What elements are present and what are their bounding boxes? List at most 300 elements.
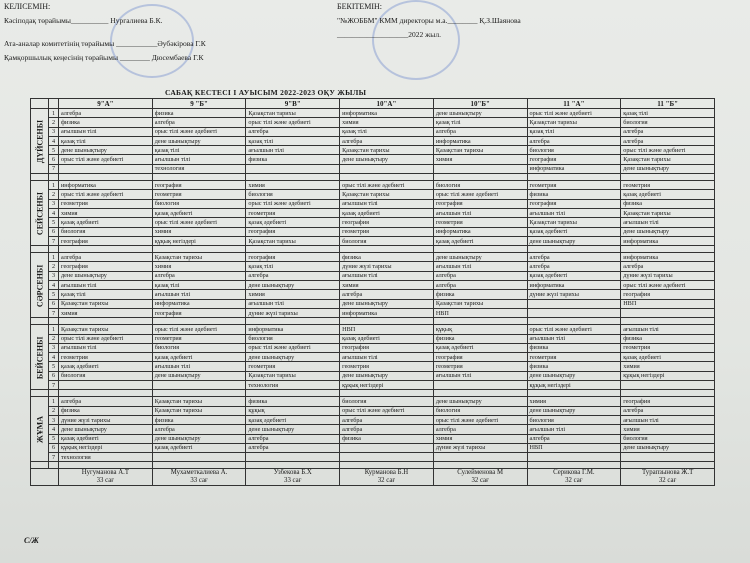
table-row bbox=[31, 362, 715, 371]
subject-cell: геометрия bbox=[152, 334, 246, 343]
separator-cell bbox=[31, 174, 49, 181]
lesson-number: 3 bbox=[49, 415, 59, 424]
subject-cell: информатика bbox=[621, 236, 715, 245]
subject-cell: алгебра bbox=[527, 136, 621, 145]
column-header-row bbox=[31, 99, 715, 109]
subject-cell: география bbox=[246, 227, 340, 236]
subject-cell: дүние жүзі тарихы bbox=[59, 415, 153, 424]
subject-cell: география bbox=[59, 236, 153, 245]
subject-cell: география bbox=[527, 199, 621, 208]
table-row bbox=[31, 381, 715, 390]
separator-cell bbox=[621, 390, 715, 397]
subject-cell: дене шынықтыру bbox=[246, 425, 340, 434]
subject-cell: орыс тілі және әдебиеті bbox=[152, 127, 246, 136]
approval-right-line-1: "№ЖОББМ" КММ директоры м.а.________ Қ.З.Шаянова bbox=[337, 16, 521, 25]
subject-cell: биология bbox=[59, 371, 153, 380]
subject-cell: ағылшын тілі bbox=[621, 415, 715, 424]
subject-cell: дене шынықтыру bbox=[527, 406, 621, 415]
separator-cell bbox=[246, 462, 340, 469]
subject-cell: информатика bbox=[152, 299, 246, 308]
subject-cell: биология bbox=[621, 118, 715, 127]
lesson-number: 7 bbox=[49, 236, 59, 245]
subject-cell: қазақ әдебиеті bbox=[340, 334, 434, 343]
separator-cell bbox=[621, 462, 715, 469]
subject-cell: құқық bbox=[433, 325, 527, 334]
table-row bbox=[31, 236, 715, 245]
subject-cell: география bbox=[527, 155, 621, 164]
day-label: ДҮЙСЕНБІ bbox=[31, 109, 49, 174]
subject-cell: дене шынықтыру bbox=[340, 371, 434, 380]
lesson-number: 1 bbox=[49, 109, 59, 118]
subject-cell: орыс тілі және әдебиеті bbox=[433, 415, 527, 424]
subject-cell: алгебра bbox=[246, 127, 340, 136]
lesson-number: 6 bbox=[49, 155, 59, 164]
subject-cell: дүние жүзі тарихы bbox=[621, 271, 715, 280]
subject-cell: химия bbox=[152, 227, 246, 236]
subject-cell: химия bbox=[59, 208, 153, 217]
subject-cell bbox=[621, 308, 715, 317]
subject-cell: физика bbox=[621, 334, 715, 343]
subject-cell bbox=[340, 453, 434, 462]
subject-cell: биология bbox=[340, 236, 434, 245]
separator-cell bbox=[433, 174, 527, 181]
subject-cell bbox=[527, 453, 621, 462]
subject-cell: қазақ әдебиеті bbox=[527, 271, 621, 280]
table-row bbox=[31, 415, 715, 424]
approval-left-line-2: Ата-аналар комитетінің төрайымы ___________Әубәкірова Г.К bbox=[4, 39, 206, 48]
subject-cell: Қазақстан тарихы bbox=[152, 253, 246, 262]
subject-cell bbox=[152, 453, 246, 462]
subject-cell: қазақ тілі bbox=[433, 118, 527, 127]
class-teacher-cell: Нугуманова А.Т 33 сағ bbox=[59, 469, 153, 486]
table-row bbox=[31, 353, 715, 362]
subject-cell: қазақ тілі bbox=[621, 109, 715, 118]
subject-cell: биология bbox=[527, 415, 621, 424]
lesson-number: 3 bbox=[49, 127, 59, 136]
table-row bbox=[31, 453, 715, 462]
schedule-title: САБАҚ КЕСТЕСІ I АУЫСЫМ 2022-2023 ОҚУ ЖЫЛЫ bbox=[165, 88, 367, 97]
subject-cell: дене шынықтыру bbox=[433, 109, 527, 118]
subject-cell: қазақ тілі bbox=[246, 136, 340, 145]
subject-cell: алгебра bbox=[621, 136, 715, 145]
lesson-number: 2 bbox=[49, 334, 59, 343]
subject-cell: алгебра bbox=[59, 397, 153, 406]
table-row bbox=[31, 308, 715, 317]
class-column-header: 10"Б" bbox=[433, 99, 527, 109]
subject-cell: физика bbox=[246, 155, 340, 164]
subject-cell: физика bbox=[527, 190, 621, 199]
separator-cell bbox=[152, 246, 246, 253]
class-column-header: 10"А" bbox=[340, 99, 434, 109]
subject-cell: ағылшын тілі bbox=[340, 353, 434, 362]
subject-cell: геометрия bbox=[340, 362, 434, 371]
separator-cell bbox=[246, 174, 340, 181]
subject-cell: физика bbox=[433, 290, 527, 299]
subject-cell: НВП bbox=[340, 325, 434, 334]
separator-cell bbox=[49, 318, 59, 325]
subject-cell: алгебра bbox=[433, 281, 527, 290]
lesson-number: 4 bbox=[49, 425, 59, 434]
subject-cell: геометрия bbox=[340, 227, 434, 236]
subject-cell: орыс тілі және әдебиеті bbox=[59, 334, 153, 343]
separator-cell bbox=[152, 462, 246, 469]
separator-cell bbox=[527, 318, 621, 325]
subject-cell: орыс тілі және әдебиеті bbox=[59, 190, 153, 199]
subject-cell: қазақ әдебиеті bbox=[246, 415, 340, 424]
subject-cell: дене шынықтыру bbox=[621, 227, 715, 236]
subject-cell: география bbox=[59, 262, 153, 271]
separator-cell bbox=[49, 462, 59, 469]
lesson-number: 4 bbox=[49, 136, 59, 145]
subject-cell: геометрия bbox=[621, 181, 715, 190]
subject-cell: құқық негіздері bbox=[152, 236, 246, 245]
lesson-number: 4 bbox=[49, 281, 59, 290]
table-row bbox=[31, 253, 715, 262]
subject-cell: химия bbox=[433, 155, 527, 164]
separator-cell bbox=[527, 246, 621, 253]
lesson-number: 5 bbox=[49, 218, 59, 227]
subject-cell: биология bbox=[527, 146, 621, 155]
lesson-number: 2 bbox=[49, 262, 59, 271]
subject-cell: Қазақстан тарихы bbox=[340, 190, 434, 199]
subject-cell: құқық негіздері bbox=[527, 381, 621, 390]
subject-cell: алгебра bbox=[246, 271, 340, 280]
lesson-number: 1 bbox=[49, 325, 59, 334]
separator-cell bbox=[246, 390, 340, 397]
subject-cell: физика bbox=[59, 118, 153, 127]
approval-left-line-3: Қамқоршылық кеңесінің төрайымы ________ Дюсембаева Г.К bbox=[4, 53, 204, 62]
footer-label: С/Ж bbox=[24, 536, 39, 545]
table-row bbox=[31, 434, 715, 443]
table-row bbox=[31, 136, 715, 145]
subject-cell: химия bbox=[340, 281, 434, 290]
subject-cell: информатика bbox=[59, 181, 153, 190]
separator-cell bbox=[340, 318, 434, 325]
table-row bbox=[31, 127, 715, 136]
day-separator-row bbox=[31, 318, 715, 325]
subject-cell: география bbox=[433, 199, 527, 208]
subject-cell bbox=[59, 381, 153, 390]
separator-cell bbox=[59, 318, 153, 325]
subject-cell: қазақ әдебиеті bbox=[152, 208, 246, 217]
class-teacher-cell: Мухаметкалиева А. 33 сағ bbox=[152, 469, 246, 486]
subject-cell: технология bbox=[246, 381, 340, 390]
subject-cell: физика bbox=[152, 109, 246, 118]
subject-cell: Қазақстан тарихы bbox=[340, 146, 434, 155]
subject-cell: ағылшын тілі bbox=[527, 334, 621, 343]
subject-cell: химия bbox=[59, 308, 153, 317]
subject-cell: орыс тілі және әдебиеті bbox=[59, 155, 153, 164]
subject-cell: алгебра bbox=[152, 271, 246, 280]
subject-cell: химия bbox=[527, 397, 621, 406]
separator-cell bbox=[246, 246, 340, 253]
subject-cell: география bbox=[340, 343, 434, 352]
subject-cell: алгебра bbox=[152, 425, 246, 434]
separator-cell bbox=[340, 246, 434, 253]
subject-cell: геометрия bbox=[527, 181, 621, 190]
subject-cell: физика bbox=[152, 415, 246, 424]
subject-cell: алгебра bbox=[340, 136, 434, 145]
subject-cell: қазақ әдебиеті bbox=[59, 434, 153, 443]
subject-cell: физика bbox=[621, 199, 715, 208]
subject-cell: ағылшын тілі bbox=[340, 271, 434, 280]
lesson-number: 3 bbox=[49, 343, 59, 352]
subject-cell: ағылшын тілі bbox=[152, 362, 246, 371]
subject-cell: құқық негіздері bbox=[59, 443, 153, 452]
subject-cell: химия bbox=[152, 262, 246, 271]
subject-cell: алгебра bbox=[433, 271, 527, 280]
table-row bbox=[31, 155, 715, 164]
subject-cell bbox=[433, 381, 527, 390]
subject-cell: ағылшын тілі bbox=[527, 208, 621, 217]
subject-cell: ағылшын тілі bbox=[621, 218, 715, 227]
subject-cell: алгебра bbox=[340, 290, 434, 299]
subject-cell: алгебра bbox=[621, 262, 715, 271]
subject-cell: геометрия bbox=[621, 343, 715, 352]
table-row bbox=[31, 118, 715, 127]
subject-cell: информатика bbox=[340, 308, 434, 317]
subject-cell: қазақ әдебиеті bbox=[59, 362, 153, 371]
separator-cell bbox=[433, 318, 527, 325]
subject-cell: ағылшын тілі bbox=[433, 371, 527, 380]
day-separator-row bbox=[31, 246, 715, 253]
subject-cell: ағылшын тілі bbox=[246, 299, 340, 308]
subject-cell: орыс тілі және әдебиеті bbox=[246, 118, 340, 127]
subject-cell: геометрия bbox=[433, 362, 527, 371]
lesson-number: 1 bbox=[49, 397, 59, 406]
subject-cell: география bbox=[621, 290, 715, 299]
subject-cell: дүние жүзі тарихы bbox=[527, 290, 621, 299]
subject-cell: физика bbox=[59, 406, 153, 415]
subject-cell: ағылшын тілі bbox=[433, 262, 527, 271]
separator-cell bbox=[59, 390, 153, 397]
table-row bbox=[31, 397, 715, 406]
separator-cell bbox=[621, 174, 715, 181]
class-column-header: 9"В" bbox=[246, 99, 340, 109]
day-label: СӘРСЕНБІ bbox=[31, 253, 49, 318]
subject-cell: алгебра bbox=[433, 127, 527, 136]
subject-cell: орыс тілі және әдебиеті bbox=[340, 406, 434, 415]
subject-cell: алгебра bbox=[246, 434, 340, 443]
subject-cell: орыс тілі және әдебиеті bbox=[152, 218, 246, 227]
lesson-number: 7 bbox=[49, 381, 59, 390]
lesson-number: 3 bbox=[49, 271, 59, 280]
separator-cell bbox=[31, 462, 49, 469]
subject-cell: биология bbox=[621, 434, 715, 443]
table-row bbox=[31, 218, 715, 227]
subject-cell: дене шынықтыру bbox=[59, 146, 153, 155]
subject-cell: биология bbox=[246, 190, 340, 199]
subject-cell: дене шынықтыру bbox=[246, 281, 340, 290]
lesson-number: 3 bbox=[49, 199, 59, 208]
subject-cell: физика bbox=[340, 434, 434, 443]
approval-right-line-2: ___________________2022 жыл. bbox=[337, 30, 441, 39]
subject-cell: биология bbox=[246, 334, 340, 343]
subject-cell: құқық негіздері bbox=[340, 381, 434, 390]
class-column-header: 9"А" bbox=[59, 99, 153, 109]
subject-cell: дене шынықтыру bbox=[621, 164, 715, 173]
table-row bbox=[31, 190, 715, 199]
subject-cell: технология bbox=[59, 453, 153, 462]
table-row bbox=[31, 299, 715, 308]
subject-cell: информатика bbox=[527, 164, 621, 173]
subject-cell: геометрия bbox=[152, 190, 246, 199]
table-row bbox=[31, 146, 715, 155]
subject-cell: Қазақстан тарихы bbox=[433, 146, 527, 155]
subject-cell: дене шынықтыру bbox=[59, 271, 153, 280]
subject-cell: орыс тілі және әдебиеті bbox=[621, 281, 715, 290]
subject-cell: қазақ әдебиеті bbox=[621, 353, 715, 362]
subject-cell: орыс тілі және әдебиеті bbox=[433, 190, 527, 199]
table-row bbox=[31, 181, 715, 190]
approval-left-line-1: Кәсіподақ төрайымы__________ Нургалиева Б.К. bbox=[4, 16, 163, 25]
separator-cell bbox=[49, 246, 59, 253]
subject-cell: орыс тілі және әдебиеті bbox=[621, 146, 715, 155]
separator-cell bbox=[152, 390, 246, 397]
table-row bbox=[31, 443, 715, 452]
table-row bbox=[31, 343, 715, 352]
subject-cell: ағылшын тілі bbox=[152, 290, 246, 299]
separator-cell bbox=[31, 318, 49, 325]
subject-cell: дүние жүзі тарихы bbox=[433, 443, 527, 452]
subject-cell: информатика bbox=[340, 109, 434, 118]
subject-cell: қазақ тілі bbox=[59, 290, 153, 299]
subject-cell bbox=[527, 308, 621, 317]
class-column-header: 11 "Б" bbox=[621, 99, 715, 109]
lesson-number: 4 bbox=[49, 353, 59, 362]
subject-cell: орыс тілі және әдебиеті bbox=[246, 343, 340, 352]
separator-cell bbox=[340, 462, 434, 469]
subject-cell: дене шынықтыру bbox=[621, 443, 715, 452]
subject-cell bbox=[59, 164, 153, 173]
subject-cell: қазақ тілі bbox=[246, 262, 340, 271]
subject-cell: құқық bbox=[246, 406, 340, 415]
subject-cell: биология bbox=[152, 343, 246, 352]
subject-cell: Қазақстан тарихы bbox=[246, 371, 340, 380]
subject-cell: қазақ тілі bbox=[59, 136, 153, 145]
lesson-number: 6 bbox=[49, 371, 59, 380]
table-row bbox=[31, 227, 715, 236]
separator-cell bbox=[340, 174, 434, 181]
subject-cell: орыс тілі және әдебиеті bbox=[527, 325, 621, 334]
lesson-number: 5 bbox=[49, 290, 59, 299]
subject-cell: қазақ тілі bbox=[152, 281, 246, 290]
subject-cell: география bbox=[152, 308, 246, 317]
separator-cell bbox=[621, 246, 715, 253]
separator-cell bbox=[59, 174, 153, 181]
lesson-number: 4 bbox=[49, 208, 59, 217]
lesson-number: 5 bbox=[49, 362, 59, 371]
day-separator-row bbox=[31, 462, 715, 469]
subject-cell: химия bbox=[246, 290, 340, 299]
separator-cell bbox=[621, 318, 715, 325]
subject-cell: дене шынықтыру bbox=[152, 371, 246, 380]
subject-cell: химия bbox=[621, 425, 715, 434]
subject-cell: орыс тілі және әдебиеті bbox=[152, 325, 246, 334]
separator-cell bbox=[31, 246, 49, 253]
subject-cell: химия bbox=[340, 118, 434, 127]
subject-cell: география bbox=[152, 181, 246, 190]
class-teacher-cell: Серикова Г.М. 32 сағ bbox=[527, 469, 621, 486]
subject-cell: физика bbox=[527, 362, 621, 371]
subject-cell: физика bbox=[246, 397, 340, 406]
subject-cell: химия bbox=[246, 181, 340, 190]
lesson-number: 7 bbox=[49, 164, 59, 173]
subject-cell: биология bbox=[59, 227, 153, 236]
table-row bbox=[31, 334, 715, 343]
subject-cell: НВП bbox=[527, 443, 621, 452]
lesson-number: 1 bbox=[49, 181, 59, 190]
lesson-number: 2 bbox=[49, 406, 59, 415]
class-teacher-cell: Сулейменова М 32 сағ bbox=[433, 469, 527, 486]
separator-cell bbox=[31, 390, 49, 397]
subject-cell: биология bbox=[433, 406, 527, 415]
subject-cell: геометрия bbox=[246, 208, 340, 217]
subject-cell: ағылшын тілі bbox=[59, 343, 153, 352]
subject-cell: алгебра bbox=[527, 434, 621, 443]
subject-cell: дене шынықтыру bbox=[527, 371, 621, 380]
subject-cell: Қазақстан тарихы bbox=[527, 218, 621, 227]
lesson-number: 6 bbox=[49, 227, 59, 236]
subject-cell: ағылшын тілі bbox=[340, 199, 434, 208]
subject-cell: дене шынықтыру bbox=[527, 236, 621, 245]
subject-cell: алгебра bbox=[59, 253, 153, 262]
subject-cell: қазақ әдебиеті bbox=[246, 218, 340, 227]
day-label: СЕЙСЕНБІ bbox=[31, 181, 49, 246]
subject-cell: қазақ әдебиеті bbox=[433, 343, 527, 352]
subject-cell: қазақ тілі bbox=[527, 127, 621, 136]
separator-cell bbox=[59, 462, 153, 469]
subject-cell bbox=[246, 164, 340, 173]
subject-cell bbox=[621, 453, 715, 462]
subject-cell: дене шынықтыру bbox=[152, 434, 246, 443]
approval-left bbox=[4, 2, 264, 67]
subject-cell: ағылшын тілі bbox=[621, 325, 715, 334]
subject-cell: Қазақстан тарихы bbox=[527, 118, 621, 127]
table-row bbox=[31, 271, 715, 280]
table-row bbox=[31, 325, 715, 334]
subject-cell: қазақ әдебиеті bbox=[527, 227, 621, 236]
lesson-number: 7 bbox=[49, 308, 59, 317]
subject-cell: география bbox=[433, 353, 527, 362]
schedule-table bbox=[30, 98, 715, 486]
subject-cell: география bbox=[246, 253, 340, 262]
subject-cell bbox=[246, 453, 340, 462]
subject-cell: дене шынықтыру bbox=[433, 253, 527, 262]
subject-cell: алгебра bbox=[340, 425, 434, 434]
subject-cell: география bbox=[340, 218, 434, 227]
table-row bbox=[31, 371, 715, 380]
subject-cell bbox=[340, 164, 434, 173]
class-column-header: 9 "Б" bbox=[152, 99, 246, 109]
subject-cell: НВП bbox=[621, 299, 715, 308]
subject-cell: дүние жүзі тарихы bbox=[246, 308, 340, 317]
subject-cell: технология bbox=[152, 164, 246, 173]
subject-cell bbox=[433, 453, 527, 462]
subject-cell: геометрия bbox=[433, 218, 527, 227]
subject-cell: химия bbox=[433, 434, 527, 443]
subject-cell: ағылшын тілі bbox=[433, 208, 527, 217]
subject-cell: алгебра bbox=[152, 118, 246, 127]
lesson-number: 5 bbox=[49, 146, 59, 155]
subject-cell: қазақ әдебиеті bbox=[152, 353, 246, 362]
subject-cell: алгебра bbox=[621, 406, 715, 415]
subject-cell: биология bbox=[340, 397, 434, 406]
subject-cell: дене шынықтыру bbox=[340, 299, 434, 308]
subject-cell: алгебра bbox=[621, 127, 715, 136]
lesson-number: 7 bbox=[49, 453, 59, 462]
lesson-number: 2 bbox=[49, 118, 59, 127]
